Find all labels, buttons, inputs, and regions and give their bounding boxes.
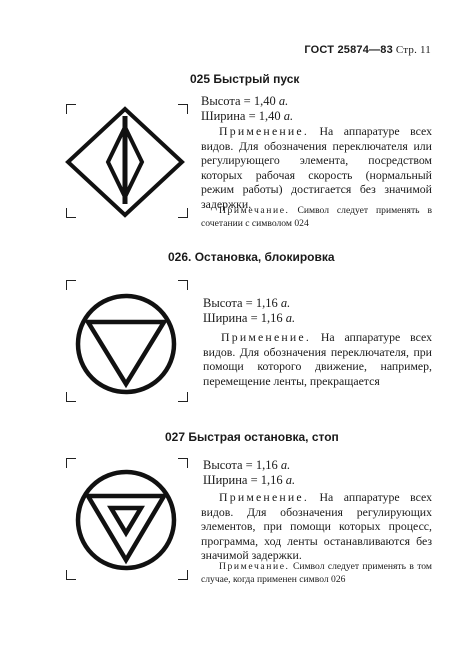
standard-number: ГОСТ 25874—83 xyxy=(304,44,393,56)
note-027 xyxy=(201,560,432,586)
height-value: Высота = 1,16 xyxy=(203,458,278,472)
application-text: На аппаратуре всех видов. Для обозначения переключателя или регулирующего элемента, посредством которых рабочая скорость (нормальный режим работы) достигается без значимой задержки. xyxy=(201,124,432,211)
note-label: Примечание. xyxy=(219,561,290,572)
application-label: Применение. xyxy=(219,124,309,138)
width-value: Ширина = 1,40 xyxy=(201,109,281,123)
width-value: Ширина = 1,16 xyxy=(203,473,283,487)
dim-var: a. xyxy=(280,458,291,472)
note-text: Символ следует применять в том случае, когда применен символ 026 xyxy=(201,561,432,585)
dim-var: a. xyxy=(285,473,296,487)
note-label: Примечание. xyxy=(219,205,290,216)
application-text: На аппаратуре всех видов. Для обозначения регулирующих элементов, при помощи которых процесс, программа, ход ленты останавливаются без значимой задержки. xyxy=(201,490,432,563)
application-label: Применение. xyxy=(219,490,309,504)
page-number: 11 xyxy=(420,44,431,56)
width-value: Ширина = 1,16 xyxy=(203,311,283,325)
dim-var: a. xyxy=(280,296,291,310)
application-text: На аппаратуре всех видов. Для обозначения переключателя, при помощи которого движение, например, перемещение ленты, прекращается xyxy=(203,330,432,388)
section-title-027: 027 Быстрая остановка, стоп xyxy=(165,430,339,444)
application-027 xyxy=(201,490,432,563)
dim-var: a. xyxy=(278,94,289,108)
dim-var: a. xyxy=(283,109,294,123)
note-text: Символ следует применять в сочетании с символом 024 xyxy=(201,205,432,229)
application-label: Применение. xyxy=(221,330,311,344)
dim-var: a. xyxy=(285,311,296,325)
section-title-025: 025 Быстрый пуск xyxy=(190,72,300,86)
section-title-026: 026. Остановка, блокировка xyxy=(168,250,335,264)
height-value: Высота = 1,16 xyxy=(203,296,278,310)
dimensions-027 xyxy=(203,458,295,488)
height-value: Высота = 1,40 xyxy=(201,94,276,108)
page-label: Стр. xyxy=(395,44,418,56)
